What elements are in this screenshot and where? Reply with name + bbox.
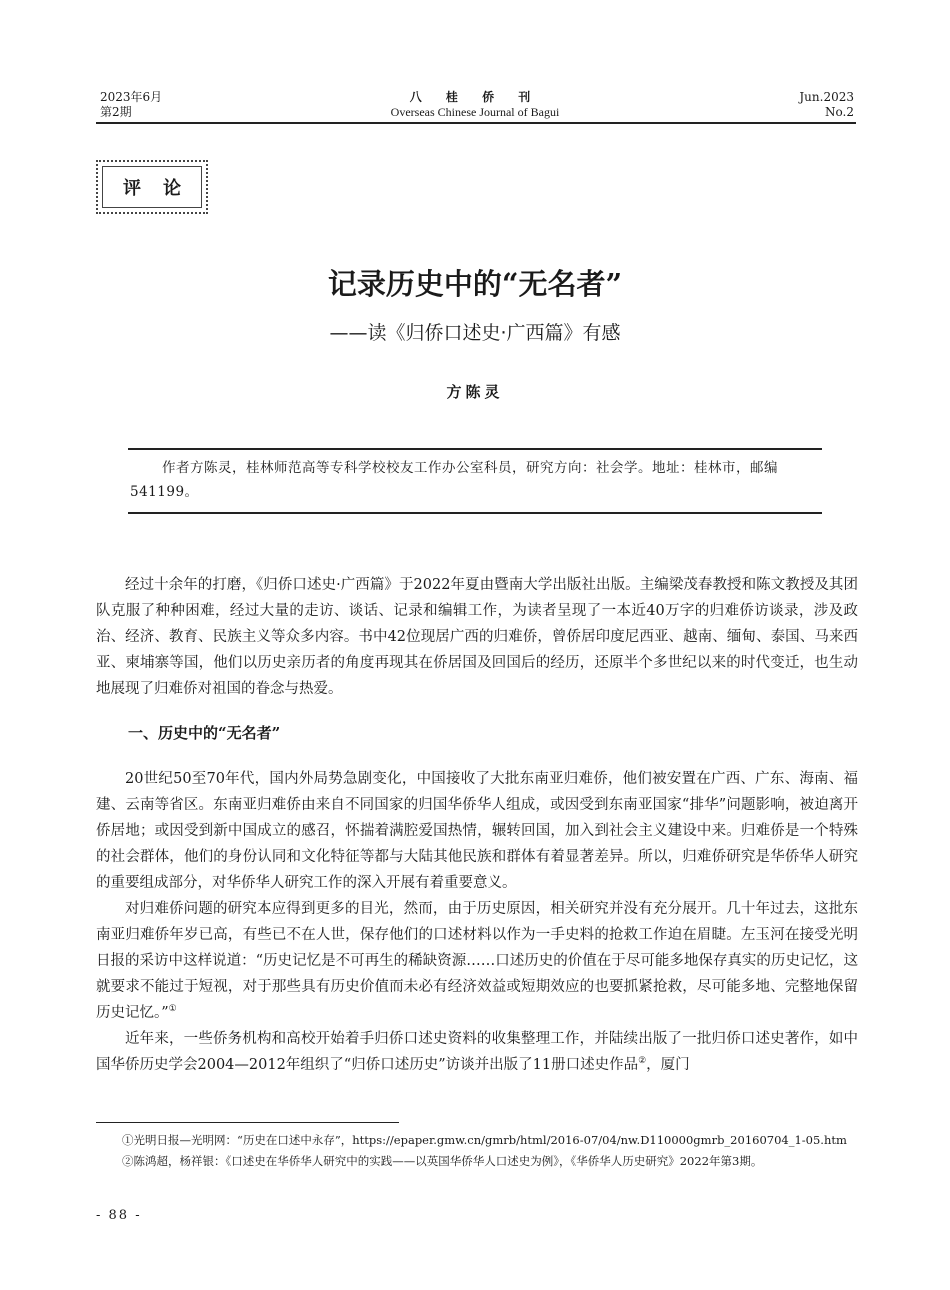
issue-date-en (799, 90, 854, 120)
footnote-rule (96, 1122, 399, 1123)
section-label: 评论 (123, 178, 203, 199)
header-rule (96, 122, 856, 124)
section-heading: 一、历史中的“无名者” (128, 724, 281, 742)
author-note-top-rule (128, 448, 822, 450)
issue-number-en: No.2 (825, 105, 854, 119)
intro-paragraph: 经过十余年的打磨，《归侨口述史·广西篇》于2022年夏由暨南大学出版社出版。主编梁茂春教授和陈文教授及其团队克服了种种困难，经过大量的走访、谈话、记录和编辑工作，为读者呈现了一本近40万字的归难侨访谈录，涉及政治、经济、教育、民族主义等众多内容。书中42位现居广西的归难侨，曾侨居印度尼西亚、越南、缅甸、泰国、马来西亚、柬埔寨等国，他们以历史亲历者的角度再现其在侨居国及回国后的经历，还原半个多世纪以来的时代变迁，也生动地展现了归难侨对祖国的眷念与热爱。 (96, 577, 858, 697)
author-note-bottom-rule (128, 512, 822, 514)
footnote-ref[interactable]: ① (168, 1004, 177, 1015)
paragraph-text: ，厦门 (646, 1057, 690, 1073)
paragraph (96, 896, 858, 1026)
page-number: - 88 - (96, 1208, 142, 1223)
journal-name-en: Overseas Chinese Journal of Bagui (390, 105, 560, 119)
paragraph: 20世纪50至70年代，国内外局势急剧变化，中国接收了大批东南亚归难侨，他们被安置在广西、广东、海南、福建、云南等省区。东南亚归难侨由来自不同国家的归国华侨华人组成，或因受到东南亚国家“排华”问题影响，被迫离开侨居地；或因受到新中国成立的感召，怀揣着满腔爱国热情，辗转回国，加入到社会主义建设中来。归难侨是一个特殊的社会群体，他们的身份认同和文化特征等都与大陆其他民族和群体有着显著差异。所以，归难侨研究是华侨华人研究的重要组成部分，对华侨华人研究工作的深入开展有着重要意义。 (96, 771, 858, 891)
footnote-ref[interactable]: ② (638, 1056, 647, 1067)
article-title: 记录历史中的“无名者” (327, 267, 623, 301)
intro-text (96, 572, 858, 702)
article-author: 方陈灵 (446, 383, 504, 401)
footnote: ②陈鸿超，杨祥银：《口述史在华侨华人研究中的实践——以英国华侨华人口述史为例》，《华侨华人历史研究》2022年第3期。 (122, 1154, 763, 1168)
paragraph (96, 1026, 858, 1078)
section1-text (96, 766, 858, 1078)
section-label-box (96, 160, 208, 214)
footnote: ①光明日报—光明网：“历史在口述中永存”，https://epaper.gmw.cn/gmrb/html/2016-07/04/nw.D110000gmrb_20160704_1-05.htm (122, 1133, 847, 1147)
author-note: 作者方陈灵，桂林师范高等专科学校校友工作办公室科员，研究方向：社会学。地址：桂林市，邮编 541199。 (130, 460, 778, 500)
issue-month-en: Jun.2023 (799, 90, 854, 104)
article-subtitle: ——读《归侨口述史·广西篇》有感 (329, 322, 621, 344)
paragraph-text: 对归难侨问题的研究本应得到更多的目光，然而，由于历史原因，相关研究并没有充分展开。几十年过去，这批东南亚归难侨年岁已高，有些已不在人世，保存他们的口述材料以作为一手史料的抢救工作迫在眉睫。左玉河在接受光明日报的采访中这样说道：“历史记忆是不可再生的稀缺资源……口述历史的价值在于尽可能多地保存真实的历史记忆，这就要求不能过于短视，对于那些具有历史价值而未必有经济效益或短期效应的也要抓紧抢救，尽可能多地、完整地保留历史记忆。” (96, 901, 858, 1021)
footnotes (96, 1130, 858, 1172)
issue-month: 2023年6月 (100, 90, 163, 104)
journal-name-cn: 八 桂 侨 刊 (409, 90, 541, 104)
issue-number: 第2期 (100, 105, 132, 119)
paragraph-text: 近年来，一些侨务机构和高校开始着手归侨口述史资料的收集整理工作，并陆续出版了一批归侨口述史著作，如中国华侨历史学会2004—2012年组织了“归侨口述历史”访谈并出版了11册口述史作品 (96, 1031, 858, 1073)
